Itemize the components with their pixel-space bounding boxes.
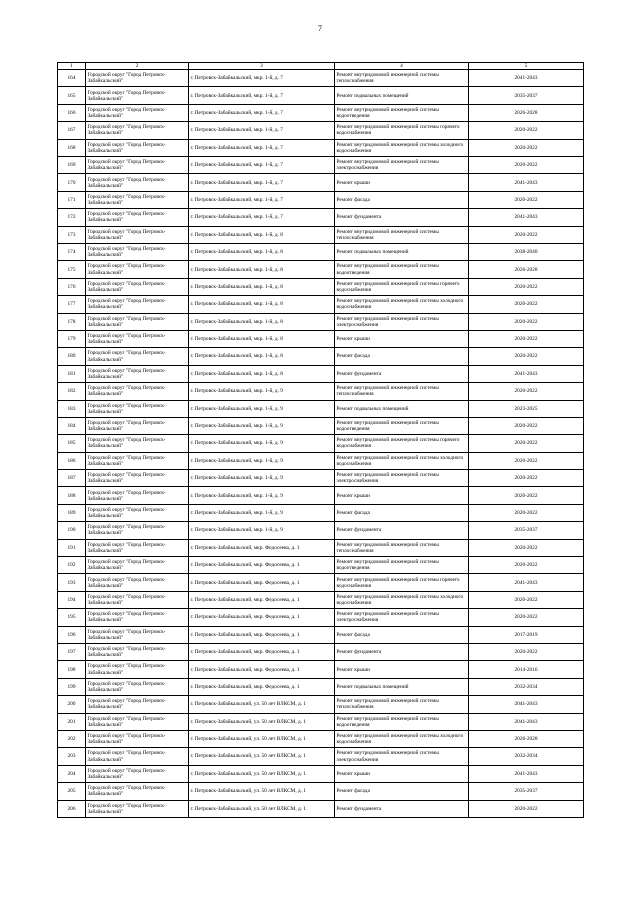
municipality-cell: Городской округ "Город Петровск-Забайкальский"	[86, 226, 189, 243]
column-number: 3	[189, 63, 335, 70]
work-type-cell: Ремонт внутридомовой инженерной системы теплоснабжения	[335, 539, 469, 556]
table-row	[58, 244, 584, 261]
table-row	[58, 383, 584, 400]
work-type-cell: Ремонт внутридомовой инженерной системы водоотведения	[335, 417, 469, 434]
work-type-cell: Ремонт фундамента	[335, 800, 469, 817]
work-type-cell: Ремонт фасада	[335, 504, 469, 521]
row-index-cell: 177	[58, 296, 86, 313]
municipality-cell: Городской округ "Город Петровск-Забайкальский"	[86, 174, 189, 191]
work-type-cell: Ремонт фундамента	[335, 365, 469, 382]
work-type-cell: Ремонт внутридомовой инженерной системы электроснабжения	[335, 470, 469, 487]
work-type-cell: Ремонт внутридомовой инженерной системы холодного водоснабжения	[335, 730, 469, 747]
column-number: 2	[86, 63, 189, 70]
address-cell: г. Петровск-Забайкальский, мкр. 1-й, д. 8	[189, 226, 335, 243]
period-cell: 2038-2040	[469, 244, 584, 261]
row-index-cell: 205	[58, 783, 86, 800]
municipality-cell: Городской округ "Город Петровск-Забайкальский"	[86, 783, 189, 800]
municipality-cell: Городской округ "Город Петровск-Забайкальский"	[86, 557, 189, 574]
work-type-cell: Ремонт фундамента	[335, 522, 469, 539]
work-type-cell: Ремонт внутридомовой инженерной системы водоотведения	[335, 557, 469, 574]
period-cell: 2020-2022	[469, 452, 584, 469]
municipality-cell: Городской округ "Город Петровск-Забайкальский"	[86, 470, 189, 487]
address-cell: г. Петровск-Забайкальский, мкр. 1-й, д. 7	[189, 191, 335, 208]
table-row	[58, 417, 584, 434]
period-cell: 2020-2022	[469, 313, 584, 330]
municipality-cell: Городской округ "Город Петровск-Забайкальский"	[86, 678, 189, 695]
row-index-cell: 168	[58, 139, 86, 156]
municipality-cell: Городской округ "Город Петровск-Забайкальский"	[86, 400, 189, 417]
table-row	[58, 783, 584, 800]
municipality-cell: Городской округ "Город Петровск-Забайкальский"	[86, 330, 189, 347]
municipality-cell: Городской округ "Город Петровск-Забайкальский"	[86, 191, 189, 208]
period-cell: 2020-2022	[469, 539, 584, 556]
row-index-cell: 185	[58, 435, 86, 452]
address-cell: г. Петровск-Забайкальский, мкр. 1-й, д. 9	[189, 383, 335, 400]
table-row	[58, 278, 584, 295]
address-cell: г. Петровск-Забайкальский, мкр. 1-й, д. 9	[189, 504, 335, 521]
period-cell: 2020-2022	[469, 487, 584, 504]
work-type-cell: Ремонт внутридомовой инженерной системы горячего водоснабжения	[335, 278, 469, 295]
address-cell: г. Петровск-Забайкальский, мкр. 1-й, д. 9	[189, 435, 335, 452]
period-cell: 2020-2022	[469, 557, 584, 574]
work-type-cell: Ремонт внутридомовой инженерной системы горячего водоснабжения	[335, 435, 469, 452]
period-cell: 2020-2022	[469, 591, 584, 608]
table-row	[58, 348, 584, 365]
period-cell: 2020-2022	[469, 296, 584, 313]
table-row	[58, 452, 584, 469]
period-cell: 2041-2043	[469, 209, 584, 226]
address-cell: г. Петровск-Забайкальский, мкр. 1-й, д. 8	[189, 313, 335, 330]
table-row	[58, 435, 584, 452]
address-cell: г. Петровск-Забайкальский, мкр. 1-й, д. 7	[189, 104, 335, 121]
municipality-cell: Городской округ "Город Петровск-Забайкальский"	[86, 487, 189, 504]
row-index-cell: 197	[58, 643, 86, 660]
table-row	[58, 609, 584, 626]
address-cell: г. Петровск-Забайкальский, ул. 50 лет ВЛКСМ, д. 1	[189, 783, 335, 800]
work-type-cell: Ремонт фундамента	[335, 643, 469, 660]
period-cell: 2032-2034	[469, 678, 584, 695]
work-type-cell: Ремонт крыши	[335, 330, 469, 347]
municipality-cell: Городской округ "Город Петровск-Забайкальский"	[86, 748, 189, 765]
period-cell: 2020-2022	[469, 278, 584, 295]
period-cell: 2020-2022	[469, 609, 584, 626]
municipality-cell: Городской округ "Город Петровск-Забайкальский"	[86, 713, 189, 730]
work-type-cell: Ремонт внутридомовой инженерной системы электроснабжения	[335, 157, 469, 174]
column-number: 5	[469, 63, 584, 70]
period-cell: 2020-2022	[469, 226, 584, 243]
address-cell: г. Петровск-Забайкальский, мкр. 1-й, д. 7	[189, 122, 335, 139]
address-cell: г. Петровск-Забайкальский, мкр. Федосеева, д. 1	[189, 574, 335, 591]
row-index-cell: 199	[58, 678, 86, 695]
period-cell: 2020-2022	[469, 470, 584, 487]
row-index-cell: 172	[58, 209, 86, 226]
municipality-cell: Городской округ "Город Петровск-Забайкальский"	[86, 383, 189, 400]
work-type-cell: Ремонт подвальных помещений	[335, 400, 469, 417]
row-index-cell: 167	[58, 122, 86, 139]
row-index-cell: 183	[58, 400, 86, 417]
period-cell: 2020-2022	[469, 417, 584, 434]
work-type-cell: Ремонт внутридомовой инженерной системы водоотведения	[335, 261, 469, 278]
row-index-cell: 189	[58, 504, 86, 521]
address-cell: г. Петровск-Забайкальский, мкр. 1-й, д. 8	[189, 365, 335, 382]
work-type-cell: Ремонт фасада	[335, 191, 469, 208]
work-type-cell: Ремонт внутридомовой инженерной системы холодного водоснабжения	[335, 452, 469, 469]
row-index-cell: 166	[58, 104, 86, 121]
row-index-cell: 203	[58, 748, 86, 765]
address-cell: г. Петровск-Забайкальский, ул. 50 лет ВЛКСМ, д. 1	[189, 730, 335, 747]
address-cell: г. Петровск-Забайкальский, мкр. Федосеева, д. 1	[189, 557, 335, 574]
period-cell: 2026-2028	[469, 261, 584, 278]
period-cell: 2035-2037	[469, 522, 584, 539]
municipality-cell: Городской округ "Город Петровск-Забайкальский"	[86, 591, 189, 608]
period-cell: 2032-2034	[469, 748, 584, 765]
address-cell: г. Петровск-Забайкальский, мкр. Федосеева, д. 1	[189, 591, 335, 608]
work-type-cell: Ремонт внутридомовой инженерной системы холодного водоснабжения	[335, 296, 469, 313]
address-cell: г. Петровск-Забайкальский, мкр. 1-й, д. 8	[189, 278, 335, 295]
work-type-cell: Ремонт фасада	[335, 348, 469, 365]
work-type-cell: Ремонт внутридомовой инженерной системы водоотведения	[335, 104, 469, 121]
row-index-cell: 182	[58, 383, 86, 400]
municipality-cell: Городской округ "Город Петровск-Забайкальский"	[86, 278, 189, 295]
row-index-cell: 198	[58, 661, 86, 678]
row-index-cell: 195	[58, 609, 86, 626]
period-cell: 2026-2028	[469, 104, 584, 121]
period-cell: 2020-2022	[469, 383, 584, 400]
table-row	[58, 313, 584, 330]
municipality-cell: Городской округ "Город Петровск-Забайкальский"	[86, 104, 189, 121]
municipality-cell: Городской округ "Город Петровск-Забайкальский"	[86, 504, 189, 521]
work-type-cell: Ремонт фундамента	[335, 209, 469, 226]
municipality-cell: Городской округ "Город Петровск-Забайкальский"	[86, 417, 189, 434]
address-cell: г. Петровск-Забайкальский, мкр. 1-й, д. 9	[189, 487, 335, 504]
address-cell: г. Петровск-Забайкальский, мкр. Федосеева, д. 1	[189, 539, 335, 556]
table-row	[58, 504, 584, 521]
row-index-cell: 196	[58, 626, 86, 643]
row-index-cell: 200	[58, 696, 86, 713]
row-index-cell: 184	[58, 417, 86, 434]
work-type-cell: Ремонт внутридомовой инженерной системы электроснабжения	[335, 748, 469, 765]
work-type-cell: Ремонт внутридомовой инженерной системы горячего водоснабжения	[335, 122, 469, 139]
period-cell: 2020-2022	[469, 330, 584, 347]
period-cell: 2041-2043	[469, 174, 584, 191]
address-cell: г. Петровск-Забайкальский, мкр. 1-й, д. 9	[189, 400, 335, 417]
row-index-cell: 194	[58, 591, 86, 608]
table-row	[58, 487, 584, 504]
row-index-cell: 206	[58, 800, 86, 817]
address-cell: г. Петровск-Забайкальский, ул. 50 лет ВЛКСМ, д. 1	[189, 765, 335, 782]
municipality-cell: Городской округ "Город Петровск-Забайкальский"	[86, 122, 189, 139]
address-cell: г. Петровск-Забайкальский, мкр. 1-й, д. 8	[189, 348, 335, 365]
work-type-cell: Ремонт внутридомовой инженерной системы горячего водоснабжения	[335, 574, 469, 591]
period-cell: 2041-2043	[469, 696, 584, 713]
municipality-cell: Городской округ "Город Петровск-Забайкальский"	[86, 800, 189, 817]
row-index-cell: 201	[58, 713, 86, 730]
work-type-cell: Ремонт фасада	[335, 626, 469, 643]
municipality-cell: Городской округ "Город Петровск-Забайкальский"	[86, 365, 189, 382]
row-index-cell: 169	[58, 157, 86, 174]
row-index-cell: 179	[58, 330, 86, 347]
work-type-cell: Ремонт внутридомовой инженерной системы теплоснабжения	[335, 383, 469, 400]
work-type-cell: Ремонт внутридомовой инженерной системы электроснабжения	[335, 313, 469, 330]
table-row	[58, 591, 584, 608]
table-body	[58, 70, 584, 818]
period-cell: 2014-2016	[469, 661, 584, 678]
municipality-cell: Городской округ "Город Петровск-Забайкальский"	[86, 452, 189, 469]
work-type-cell: Ремонт подвальных помещений	[335, 678, 469, 695]
address-cell: г. Петровск-Забайкальский, мкр. Федосеева, д. 1	[189, 661, 335, 678]
address-cell: г. Петровск-Забайкальский, мкр. 1-й, д. 7	[189, 157, 335, 174]
row-index-cell: 190	[58, 522, 86, 539]
address-cell: г. Петровск-Забайкальский, мкр. 1-й, д. 9	[189, 452, 335, 469]
work-type-cell: Ремонт внутридомовой инженерной системы электроснабжения	[335, 609, 469, 626]
address-cell: г. Петровск-Забайкальский, мкр. 1-й, д. 8	[189, 330, 335, 347]
row-index-cell: 192	[58, 557, 86, 574]
table-row	[58, 365, 584, 382]
table-row	[58, 226, 584, 243]
page-number: 7	[318, 24, 322, 33]
municipality-cell: Городской округ "Город Петровск-Забайкальский"	[86, 70, 189, 87]
municipality-cell: Городской округ "Город Петровск-Забайкальский"	[86, 139, 189, 156]
table-row	[58, 87, 584, 104]
period-cell: 2041-2043	[469, 574, 584, 591]
address-cell: г. Петровск-Забайкальский, ул. 50 лет ВЛКСМ, д. 1	[189, 800, 335, 817]
address-cell: г. Петровск-Забайкальский, мкр. 1-й, д. 7	[189, 87, 335, 104]
work-type-cell: Ремонт внутридомовой инженерной системы теплоснабжения	[335, 70, 469, 87]
table-row	[58, 643, 584, 660]
row-index-cell: 186	[58, 452, 86, 469]
work-type-cell: Ремонт крыши	[335, 487, 469, 504]
period-cell: 2041-2043	[469, 713, 584, 730]
period-cell: 2020-2022	[469, 122, 584, 139]
work-type-cell: Ремонт фасада	[335, 783, 469, 800]
period-cell: 2026-2028	[469, 730, 584, 747]
row-index-cell: 171	[58, 191, 86, 208]
period-cell: 2020-2022	[469, 348, 584, 365]
table-row	[58, 174, 584, 191]
period-cell: 2020-2022	[469, 157, 584, 174]
address-cell: г. Петровск-Забайкальский, ул. 50 лет ВЛКСМ, д. 1	[189, 748, 335, 765]
municipality-cell: Городской округ "Город Петровск-Забайкальский"	[86, 313, 189, 330]
table-row	[58, 70, 584, 87]
repair-schedule-table	[57, 62, 584, 818]
address-cell: г. Петровск-Забайкальский, мкр. 1-й, д. 7	[189, 174, 335, 191]
work-type-cell: Ремонт подвальных помещений	[335, 87, 469, 104]
period-cell: 2017-2019	[469, 626, 584, 643]
municipality-cell: Городской округ "Город Петровск-Забайкальский"	[86, 730, 189, 747]
municipality-cell: Городской округ "Город Петровск-Забайкальский"	[86, 87, 189, 104]
row-index-cell: 164	[58, 70, 86, 87]
address-cell: г. Петровск-Забайкальский, ул. 50 лет ВЛКСМ, д. 1	[189, 696, 335, 713]
row-index-cell: 188	[58, 487, 86, 504]
table-row	[58, 296, 584, 313]
municipality-cell: Городской округ "Город Петровск-Забайкальский"	[86, 643, 189, 660]
table-row	[58, 157, 584, 174]
table-row	[58, 574, 584, 591]
table-row	[58, 122, 584, 139]
table-row	[58, 330, 584, 347]
address-cell: г. Петровск-Забайкальский, мкр. 1-й, д. 7	[189, 70, 335, 87]
table-row	[58, 765, 584, 782]
row-index-cell: 191	[58, 539, 86, 556]
period-cell: 2020-2022	[469, 191, 584, 208]
address-cell: г. Петровск-Забайкальский, мкр. 1-й, д. 8	[189, 244, 335, 261]
municipality-cell: Городской округ "Город Петровск-Забайкальский"	[86, 609, 189, 626]
work-type-cell: Ремонт внутридомовой инженерной системы водоотведения	[335, 713, 469, 730]
column-number: 1	[58, 63, 86, 70]
address-cell: г. Петровск-Забайкальский, ул. 50 лет ВЛКСМ, д. 1	[189, 713, 335, 730]
period-cell: 2041-2043	[469, 365, 584, 382]
period-cell: 2041-2043	[469, 765, 584, 782]
table-row	[58, 748, 584, 765]
table-row	[58, 261, 584, 278]
row-index-cell: 174	[58, 244, 86, 261]
table-row	[58, 522, 584, 539]
address-cell: г. Петровск-Забайкальский, мкр. 1-й, д. 8	[189, 296, 335, 313]
municipality-cell: Городской округ "Город Петровск-Забайкальский"	[86, 157, 189, 174]
row-index-cell: 187	[58, 470, 86, 487]
row-index-cell: 204	[58, 765, 86, 782]
row-index-cell: 176	[58, 278, 86, 295]
municipality-cell: Городской округ "Город Петровск-Забайкальский"	[86, 626, 189, 643]
work-type-cell: Ремонт подвальных помещений	[335, 244, 469, 261]
municipality-cell: Городской округ "Город Петровск-Забайкальский"	[86, 261, 189, 278]
work-type-cell: Ремонт крыши	[335, 174, 469, 191]
municipality-cell: Городской округ "Город Петровск-Забайкальский"	[86, 574, 189, 591]
period-cell: 2020-2022	[469, 435, 584, 452]
municipality-cell: Городской округ "Город Петровск-Забайкальский"	[86, 522, 189, 539]
table-row	[58, 678, 584, 695]
work-type-cell: Ремонт внутридомовой инженерной системы теплоснабжения	[335, 696, 469, 713]
row-index-cell: 202	[58, 730, 86, 747]
address-cell: г. Петровск-Забайкальский, мкр. Федосеева, д. 1	[189, 678, 335, 695]
table-row	[58, 557, 584, 574]
row-index-cell: 178	[58, 313, 86, 330]
table-row	[58, 470, 584, 487]
municipality-cell: Городской округ "Город Петровск-Забайкальский"	[86, 348, 189, 365]
address-cell: г. Петровск-Забайкальский, мкр. Федосеева, д. 1	[189, 609, 335, 626]
column-number: 4	[335, 63, 469, 70]
row-index-cell: 165	[58, 87, 86, 104]
period-cell: 2020-2022	[469, 504, 584, 521]
municipality-cell: Городской округ "Город Петровск-Забайкальский"	[86, 209, 189, 226]
municipality-cell: Городской округ "Город Петровск-Забайкальский"	[86, 435, 189, 452]
municipality-cell: Городской округ "Город Петровск-Забайкальский"	[86, 244, 189, 261]
work-type-cell: Ремонт крыши	[335, 765, 469, 782]
period-cell: 2035-2037	[469, 783, 584, 800]
address-cell: г. Петровск-Забайкальский, мкр. 1-й, д. 7	[189, 209, 335, 226]
period-cell: 2020-2022	[469, 643, 584, 660]
address-cell: г. Петровск-Забайкальский, мкр. 1-й, д. 9	[189, 522, 335, 539]
table-row	[58, 104, 584, 121]
work-type-cell: Ремонт внутридомовой инженерной системы холодного водоснабжения	[335, 591, 469, 608]
municipality-cell: Городской округ "Город Петровск-Забайкальский"	[86, 661, 189, 678]
municipality-cell: Городской округ "Город Петровск-Забайкальский"	[86, 696, 189, 713]
address-cell: г. Петровск-Забайкальский, мкр. 1-й, д. 9	[189, 417, 335, 434]
table-row	[58, 730, 584, 747]
period-cell: 2020-2022	[469, 139, 584, 156]
period-cell: 2041-2043	[469, 70, 584, 87]
table-row	[58, 191, 584, 208]
municipality-cell: Городской округ "Город Петровск-Забайкальский"	[86, 765, 189, 782]
row-index-cell: 193	[58, 574, 86, 591]
address-cell: г. Петровск-Забайкальский, мкр. 1-й, д. 7	[189, 139, 335, 156]
period-cell: 2035-2037	[469, 87, 584, 104]
row-index-cell: 175	[58, 261, 86, 278]
row-index-cell: 180	[58, 348, 86, 365]
period-cell: 2023-2025	[469, 400, 584, 417]
table-row	[58, 696, 584, 713]
work-type-cell: Ремонт внутридомовой инженерной системы теплоснабжения	[335, 226, 469, 243]
row-index-cell: 173	[58, 226, 86, 243]
address-cell: г. Петровск-Забайкальский, мкр. Федосеева, д. 1	[189, 626, 335, 643]
address-cell: г. Петровск-Забайкальский, мкр. 1-й, д. 8	[189, 261, 335, 278]
work-type-cell: Ремонт внутридомовой инженерной системы холодного водоснабжения	[335, 139, 469, 156]
table-row	[58, 139, 584, 156]
period-cell: 2020-2022	[469, 800, 584, 817]
table-row	[58, 539, 584, 556]
address-cell: г. Петровск-Забайкальский, мкр. Федосеева, д. 1	[189, 643, 335, 660]
municipality-cell: Городской округ "Город Петровск-Забайкальский"	[86, 539, 189, 556]
row-index-cell: 181	[58, 365, 86, 382]
table-row	[58, 800, 584, 817]
table-row	[58, 209, 584, 226]
table-row	[58, 400, 584, 417]
row-index-cell: 170	[58, 174, 86, 191]
column-number-row	[58, 63, 584, 70]
address-cell: г. Петровск-Забайкальский, мкр. 1-й, д. 9	[189, 470, 335, 487]
table-row	[58, 626, 584, 643]
work-type-cell: Ремонт крыши	[335, 661, 469, 678]
municipality-cell: Городской округ "Город Петровск-Забайкальский"	[86, 296, 189, 313]
table-row	[58, 661, 584, 678]
table-row	[58, 713, 584, 730]
